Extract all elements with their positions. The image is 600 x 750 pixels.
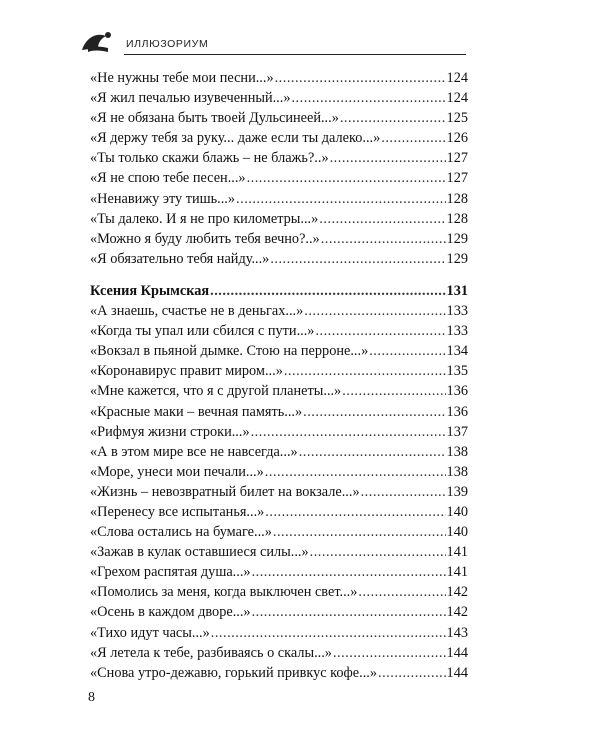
toc-leader-dots xyxy=(304,303,445,320)
toc-leader-dots xyxy=(321,231,446,248)
toc-leader-dots xyxy=(330,150,446,167)
toc-entry xyxy=(90,404,468,424)
toc-entry-title: «Ненавижу эту тишь...» xyxy=(90,190,236,207)
toc-entry-title: «Слова остались на бумаге...» xyxy=(90,524,272,541)
toc-leader-dots xyxy=(369,343,445,360)
toc-section-heading xyxy=(90,283,468,303)
toc-entry-page: 141 xyxy=(446,564,468,581)
toc-leader-dots xyxy=(211,625,446,642)
toc-entry-page: 144 xyxy=(446,664,468,681)
toc-leader-dots xyxy=(342,383,445,400)
toc-entry-title: «Когда ты упал или сбился с пути...» xyxy=(90,323,315,340)
toc-entry xyxy=(90,604,468,624)
header-rule xyxy=(124,54,466,55)
toc-entry-title: «Можно я буду любить тебя вечно?..» xyxy=(90,230,320,247)
toc-leader-dots xyxy=(275,70,446,87)
toc-leader-dots xyxy=(333,645,446,662)
toc-entry-page: 136 xyxy=(446,383,468,400)
toc-leader-dots xyxy=(247,170,446,187)
section-page: 131 xyxy=(446,282,468,299)
toc-entry xyxy=(90,251,468,271)
toc-entry xyxy=(90,424,468,444)
toc-entry-title: «Помолись за меня, когда выключен свет...» xyxy=(90,584,358,601)
toc-entry xyxy=(90,363,468,383)
toc-entry-page: 138 xyxy=(446,443,468,460)
toc-entry-title: «Перенесу все испытанья...» xyxy=(90,503,265,520)
book-hat-logo-icon xyxy=(78,26,118,58)
toc-leader-dots xyxy=(265,464,446,481)
toc-entry-title: «Осень в каждом дворе...» xyxy=(90,604,251,621)
toc-leader-dots xyxy=(284,363,446,380)
toc-entry-title: «Не нужны тебе мои песни...» xyxy=(90,70,274,86)
toc-entry-page: 136 xyxy=(446,403,468,420)
toc-entry-page: 140 xyxy=(446,503,468,520)
toc-entry xyxy=(90,584,468,604)
toc-entry-title: «Зажав в кулак оставшиеся силы...» xyxy=(90,544,309,561)
toc-entry-title: «Мне кажется, что я с другой планеты...» xyxy=(90,383,342,400)
toc-entry-title: «Красные маки – вечная память...» xyxy=(90,403,303,420)
toc-entry-title: «А знаешь, счастье не в деньгах...» xyxy=(90,303,304,320)
toc-entry-title: «Грехом распятая душа...» xyxy=(90,564,251,581)
toc-entry-title: «Коронавирус правит миром...» xyxy=(90,363,283,380)
toc-entry xyxy=(90,504,468,524)
toc-entry-title: «Снова утро-дежавю, горький привкус кофе...» xyxy=(90,664,378,681)
toc-entry xyxy=(90,544,468,564)
toc-entry-page: 142 xyxy=(446,604,468,621)
toc-entry-title: «Я обязательно тебя найду...» xyxy=(90,250,270,267)
toc-entry-page: 128 xyxy=(446,210,468,227)
toc-leader-dots xyxy=(270,251,445,268)
toc-entry-title: «Жизнь – невозвратный билет на вокзале...» xyxy=(90,483,360,500)
toc-entry-page: 141 xyxy=(446,544,468,561)
toc-entry-page: 127 xyxy=(446,150,468,167)
toc-entry-page: 125 xyxy=(446,110,468,127)
toc-entry xyxy=(90,231,468,251)
toc-entry-page: 133 xyxy=(446,323,468,340)
table-of-contents xyxy=(90,70,468,685)
toc-entry-page: 135 xyxy=(446,363,468,380)
toc-entry-title: «Вокзал в пьяной дымке. Стою на перроне...» xyxy=(90,343,369,360)
toc-entry xyxy=(90,645,468,665)
toc-leader-dots xyxy=(265,504,445,521)
toc-entry-title: «Я жил печалью изувеченный...» xyxy=(90,90,291,107)
toc-entry xyxy=(90,343,468,363)
toc-entry xyxy=(90,211,468,231)
toc-entry xyxy=(90,90,468,110)
toc-entry xyxy=(90,383,468,403)
toc-entry-page: 144 xyxy=(446,644,468,661)
toc-leader-dots xyxy=(319,211,445,228)
toc-entry xyxy=(90,625,468,645)
toc-entry-page: 133 xyxy=(446,303,468,320)
toc-entry-title: «Я держу тебя за руку... даже если ты далеко...» xyxy=(90,130,381,147)
toc-entry-page: 134 xyxy=(446,343,468,360)
toc-entry-title: «Тихо идут часы...» xyxy=(90,624,210,641)
page-number: 8 xyxy=(88,690,95,705)
toc-leader-dots xyxy=(252,604,446,621)
toc-entry-page: 127 xyxy=(446,170,468,187)
toc-entry xyxy=(90,444,468,464)
toc-entry-page: 138 xyxy=(446,463,468,480)
toc-entry xyxy=(90,484,468,504)
toc-entry-title: «Рифмуя жизни строки...» xyxy=(90,423,250,440)
toc-entry-page: 143 xyxy=(446,624,468,641)
toc-entry-page: 124 xyxy=(446,90,468,107)
toc-entry xyxy=(90,564,468,584)
toc-entry xyxy=(90,110,468,130)
toc-entry-page: 126 xyxy=(446,130,468,147)
toc-leader-dots xyxy=(210,283,445,300)
toc-leader-dots xyxy=(315,323,445,340)
toc-entry-title: «Море, унеси мои печали...» xyxy=(90,463,264,480)
toc-entry-page: 137 xyxy=(446,423,468,440)
running-header xyxy=(78,26,466,58)
toc-leader-dots xyxy=(291,90,445,107)
toc-entry-title: «Ты только скажи блажь – не блажь?..» xyxy=(90,150,329,167)
toc-entry xyxy=(90,191,468,211)
toc-entry-title: «А в этом мире все не навсегда...» xyxy=(90,443,298,460)
toc-entry-page: 142 xyxy=(446,584,468,601)
toc-entry xyxy=(90,130,468,150)
toc-entry xyxy=(90,170,468,190)
toc-leader-dots xyxy=(358,584,445,601)
toc-entry-page: 139 xyxy=(446,483,468,500)
toc-entry xyxy=(90,303,468,323)
header-title: ИЛЛЮЗОРИУМ xyxy=(126,38,209,50)
toc-entry-page: 129 xyxy=(446,230,468,247)
toc-leader-dots xyxy=(273,524,446,541)
toc-entry xyxy=(90,524,468,544)
toc-leader-dots xyxy=(361,484,446,501)
toc-entry xyxy=(90,70,468,90)
section-title: Ксения Крымская xyxy=(90,282,210,299)
toc-leader-dots xyxy=(236,191,446,208)
toc-entry-page: 124 xyxy=(446,70,468,86)
toc-entry-title: «Ты далеко. И я не про километры...» xyxy=(90,210,319,227)
toc-entry-title: «Я не обязана быть твоей Дульсинеей...» xyxy=(90,110,339,127)
section-spacer xyxy=(90,271,468,283)
toc-leader-dots xyxy=(310,544,446,561)
toc-entry xyxy=(90,665,468,685)
toc-leader-dots xyxy=(299,444,446,461)
toc-entry xyxy=(90,323,468,343)
toc-leader-dots xyxy=(340,110,446,127)
toc-leader-dots xyxy=(381,130,445,147)
toc-entry-title: «Я летела к тебе, разбиваясь о скалы...» xyxy=(90,644,332,661)
toc-leader-dots xyxy=(251,424,446,441)
toc-entry xyxy=(90,464,468,484)
toc-leader-dots xyxy=(378,665,446,682)
toc-entry-page: 140 xyxy=(446,524,468,541)
toc-leader-dots xyxy=(252,564,446,581)
toc-entry-page: 128 xyxy=(446,190,468,207)
toc-leader-dots xyxy=(303,404,445,421)
toc-entry xyxy=(90,150,468,170)
toc-entry-page: 129 xyxy=(446,250,468,267)
toc-entry-title: «Я не спою тебе песен...» xyxy=(90,170,246,187)
